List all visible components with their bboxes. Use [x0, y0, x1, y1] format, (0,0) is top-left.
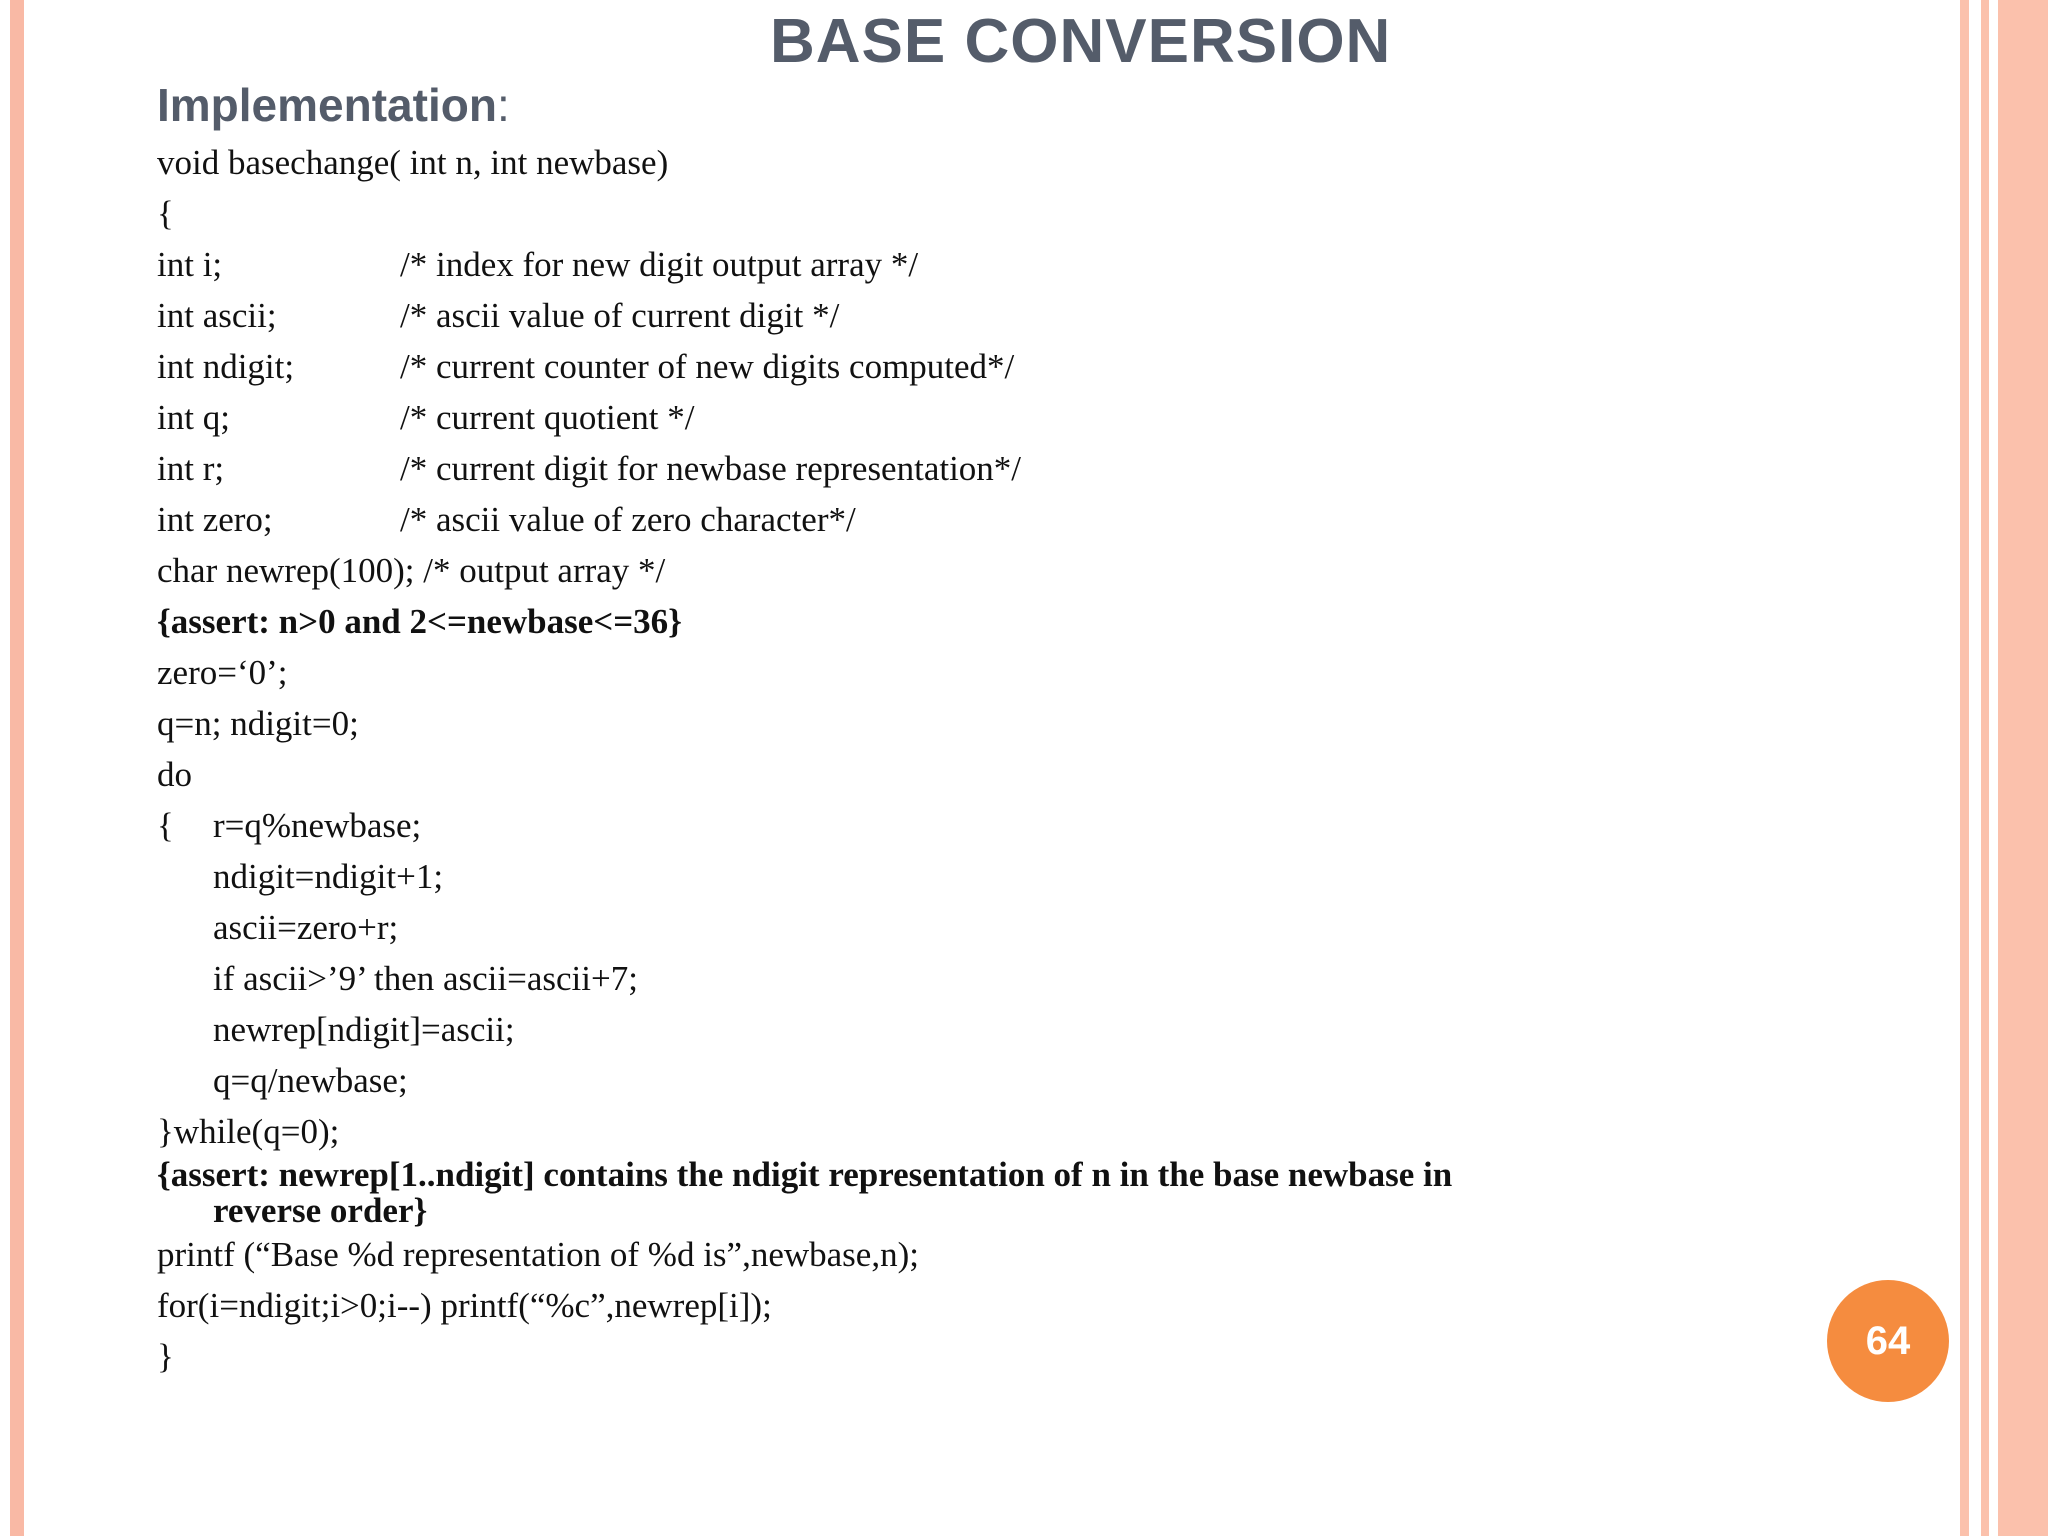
code-open-brace: { [157, 194, 174, 233]
code-loop-line: newrep[ndigit]=ascii; [213, 1010, 515, 1049]
code-declaration [157, 392, 1452, 443]
declaration-comment: /* index for new digit output array */ [400, 245, 919, 284]
code-postcondition-assert [157, 1157, 1452, 1229]
code-precondition-assert: {assert: n>0 and 2<=newbase<=36} [157, 602, 682, 641]
declaration-code: int ndigit; [157, 347, 295, 386]
code-printf-line: printf (“Base %d representation of %d is”,newbase,n); [157, 1235, 919, 1274]
subtitle-colon: : [496, 79, 510, 131]
declaration-comment: /* current quotient */ [400, 398, 695, 437]
code-loop-line: ndigit=ndigit+1; [213, 857, 444, 896]
declaration-code: int ascii; [157, 296, 277, 335]
slide-title: BASE CONVERSION [770, 7, 1392, 76]
declaration-code: int zero; [157, 500, 273, 539]
declaration-code: int q; [157, 398, 230, 437]
right-border-bar [1981, 0, 1989, 1536]
code-loop-line [157, 800, 1452, 851]
slide-subtitle [157, 74, 510, 136]
right-border-bar [1960, 0, 1969, 1536]
code-close-brace: } [157, 1337, 174, 1376]
code-declaration [157, 290, 1452, 341]
loop-statement: r=q%newbase; [213, 806, 422, 845]
declaration-comment: /* current digit for newbase representation*/ [400, 449, 1022, 488]
code-declaration [157, 443, 1452, 494]
postcondition-line-2: reverse order} [213, 1191, 428, 1230]
code-block [157, 137, 1452, 1382]
subtitle-text: Implementation [157, 79, 497, 131]
code-loop-line: q=q/newbase; [213, 1061, 408, 1100]
code-do-keyword: do [157, 755, 192, 794]
code-loop-line: ascii=zero+r; [213, 908, 399, 947]
declaration-comment: /* current counter of new digits computed*/ [400, 347, 1015, 386]
declaration-comment: /* ascii value of current digit */ [400, 296, 840, 335]
code-declaration [157, 239, 1452, 290]
declaration-comment: /* ascii value of zero character*/ [400, 500, 856, 539]
code-declaration [157, 494, 1452, 545]
code-for-line: for(i=ndigit;i>0;i--) printf(“%c”,newrep[i]); [157, 1286, 772, 1325]
loop-open-brace: { [157, 806, 174, 845]
page-number-badge: 64 [1827, 1280, 1949, 1402]
code-init: q=n; ndigit=0; [157, 704, 359, 743]
right-border-bar [1998, 0, 2048, 1536]
code-while-line: }while(q=0); [157, 1112, 340, 1151]
code-zero-assign: zero=‘0’; [157, 653, 288, 692]
postcondition-line-1: {assert: newrep[1..ndigit] contains the ndigit representation of n in the base newbase in [157, 1155, 1453, 1194]
left-border-bar [10, 0, 24, 1536]
declaration-code: int i; [157, 245, 223, 284]
code-array-declaration: char newrep(100); /* output array */ [157, 551, 666, 590]
code-declaration [157, 341, 1452, 392]
code-signature: void basechange( int n, int newbase) [157, 143, 669, 182]
declaration-code: int r; [157, 449, 225, 488]
code-loop-line: if ascii>’9’ then ascii=ascii+7; [213, 959, 638, 998]
